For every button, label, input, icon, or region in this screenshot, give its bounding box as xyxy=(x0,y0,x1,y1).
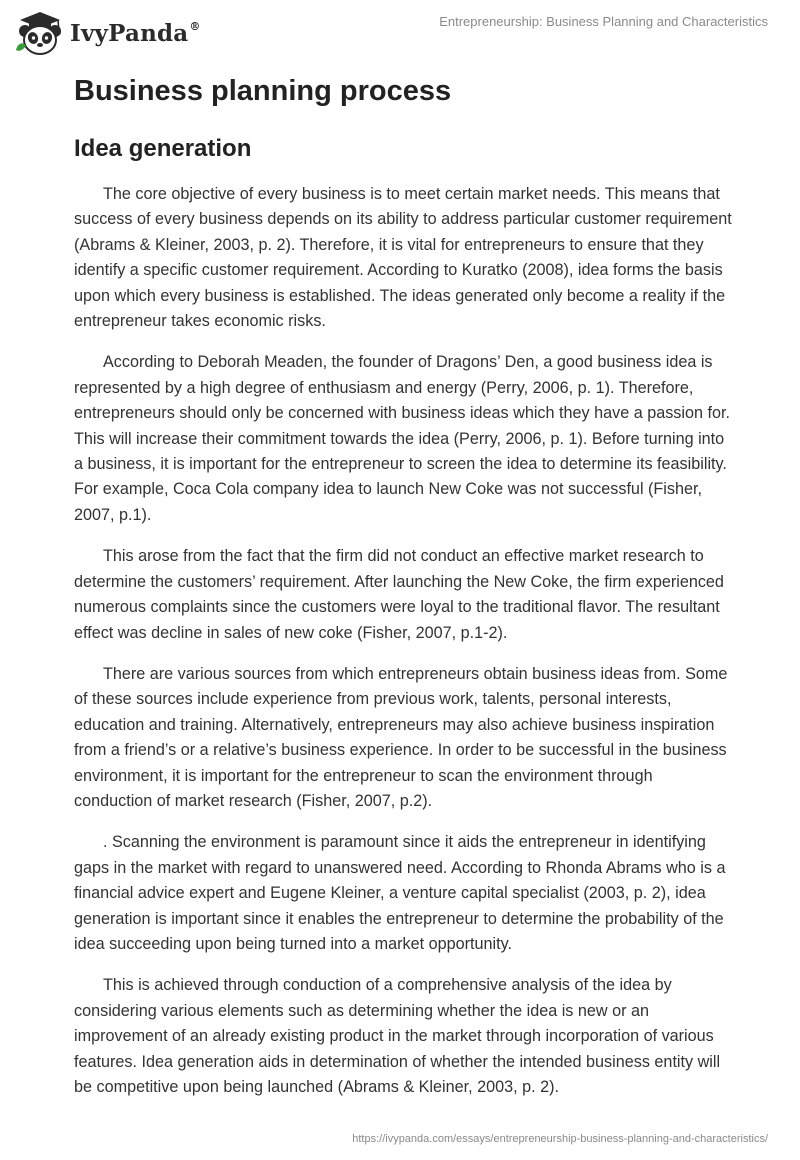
paragraph: There are various sources from which entrepreneurs obtain business ideas from. Some of these sources include experience from previous work, talents, personal interests, education and training. Alternatively, entrepreneurs may also achieve business inspiration from a friend’s or a relative’s business experience. In order to be successful in the business environment, it is important for the entrepreneur to scan the environment through conduction of market research (Fisher, 2007, p.2). xyxy=(74,664,728,810)
source-url[interactable]: https://ivypanda.com/essays/entrepreneurship-business-planning-and-characteristics/ xyxy=(352,1133,768,1145)
panda-graduate-icon xyxy=(14,10,66,56)
subsection-title: Idea generation xyxy=(74,135,252,162)
section-title: Business planning process xyxy=(74,75,452,107)
paragraph: This arose from the fact that the firm did not conduct an effective market research to determine the customers’ requirement. After launching the New Coke, the firm experienced numerous complaints since the customers were loyal to the traditional flavor. The resultant effect was decline in sales of new coke (Fisher, 2007, p.1-2). xyxy=(74,547,724,642)
paragraph: The core objective of every business is to meet certain market needs. This means that success of every business depends on its ability to address particular customer requirement (Abrams & Kleiner, 2003, p. 2). Therefore, it is vital for entrepreneurs to ensure that they identify a specific customer requirement. According to Kuratko (2008), idea forms the basis upon which every business is established. The ideas generated only become a reality if the entrepreneur takes economic risks. xyxy=(74,185,732,331)
article-body xyxy=(74,72,734,1116)
paragraph: This is achieved through conduction of a comprehensive analysis of the idea by considering various elements such as determining whether the idea is new or an improvement of an already existing product in the market through incorporation of various features. Idea generation aids in determination of whether the intended business entity will be competitive upon being launched (Abrams & Kleiner, 2003, p. 2). xyxy=(74,976,721,1096)
paragraph: According to Deborah Meaden, the founder of Dragons’ Den, a good business idea is represented by a high degree of enthusiasm and energy (Perry, 2006, p. 1). Therefore, entrepreneurs should only be concerned with business ideas which they have a passion for. This will increase their commitment towards the idea (Perry, 2006, p. 1). Before turning into a business, it is important for the entrepreneur to screen the idea to determine its feasibility. For example, Coca Cola company idea to launch New Coke was not successful (Fisher, 2007, p.1). xyxy=(74,353,730,524)
ivypanda-logo[interactable] xyxy=(14,10,201,56)
registered-mark: ® xyxy=(189,19,201,33)
document-title: Entrepreneurship: Business Planning and Characteristics xyxy=(439,14,768,29)
page-header xyxy=(0,0,800,62)
paragraph: . Scanning the environment is paramount since it aids the entrepreneur in identifying gaps in the market with regard to unanswered need. According to Rhonda Abrams who is a financial advice expert and Eugene Kleiner, a venture capital specialist (2003, p. 2), idea generation is important since it enables the entrepreneur to determine the probability of the idea succeeding upon being turned into a market opportunity. xyxy=(74,833,726,953)
brand-name: IvyPanda® xyxy=(70,19,201,47)
